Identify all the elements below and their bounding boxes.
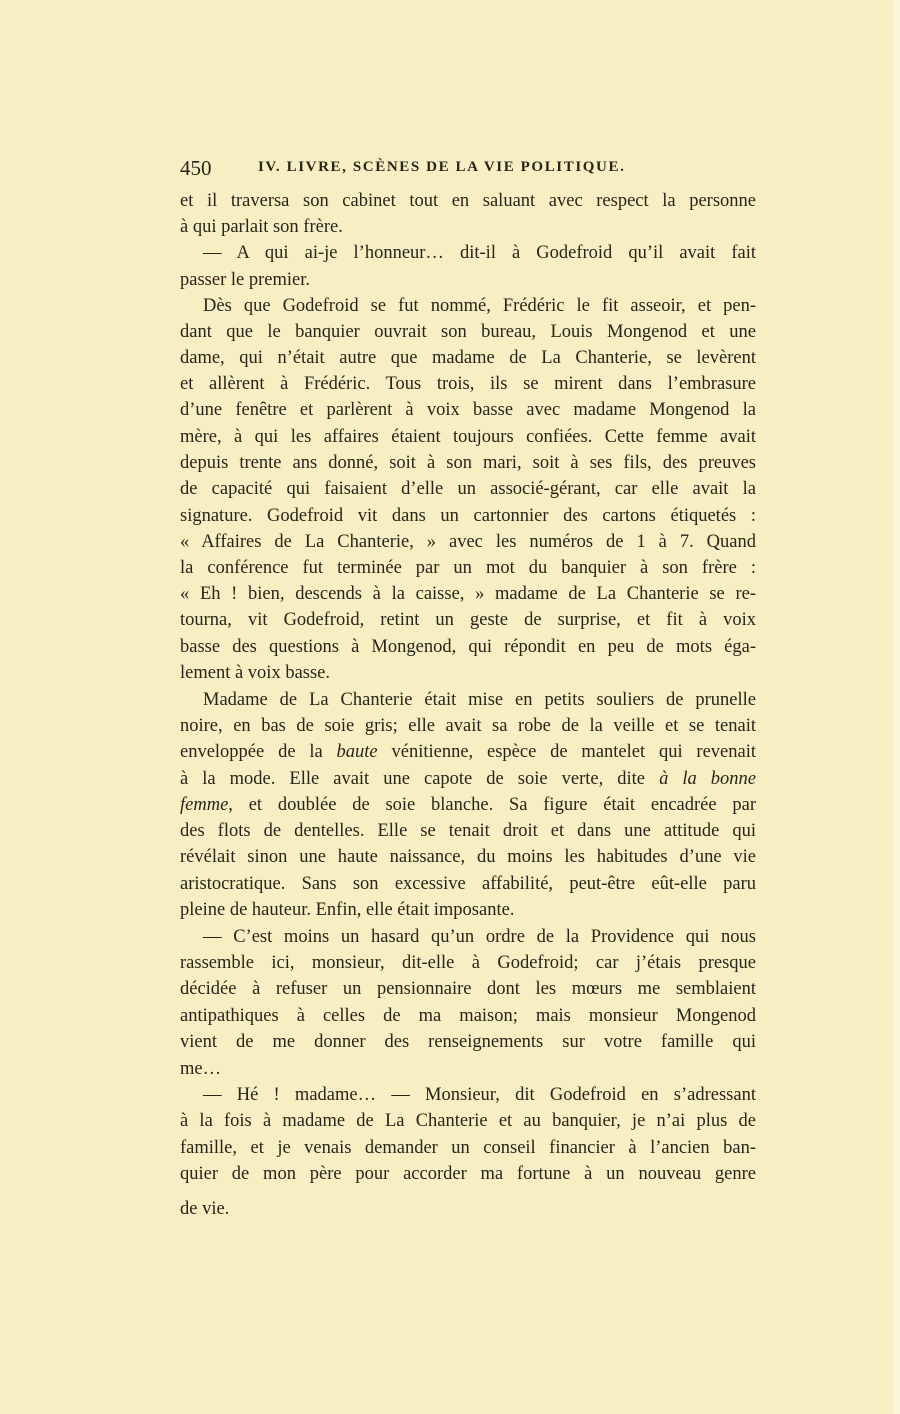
text-segment: pleine de hauteur. Enfin, elle était imposante.: [180, 900, 515, 920]
text-line: [180, 1003, 756, 1029]
text-line: [180, 450, 756, 476]
text-line: [180, 739, 756, 765]
text-segment: , et doublée de soie blanche. Sa figure était encadrée par: [228, 795, 756, 815]
text-line: [180, 214, 756, 240]
page-number: 450: [180, 156, 212, 180]
text-segment: enveloppée de la: [180, 742, 337, 762]
text-segment: rassemble ici, monsieur, dit-elle à Godefroid; car j’étais presque: [180, 953, 756, 973]
text-line: [203, 293, 756, 319]
text-line: [180, 1135, 756, 1161]
text-line: [180, 529, 756, 555]
text-line: [180, 976, 756, 1002]
text-line: [180, 267, 756, 293]
text-segment: à qui parlait son frère.: [180, 217, 343, 237]
text-segment: aristocratique. Sans son excessive affabilité, peut-être eût-elle paru: [180, 874, 756, 894]
text-line: [180, 1029, 756, 1055]
text-segment: passer le premier.: [180, 270, 310, 290]
text-segment: signature. Godefroid vit dans un cartonnier des cartons étiquetés :: [180, 506, 756, 526]
text-line: [180, 345, 756, 371]
text-line: [180, 950, 756, 976]
text-line: [180, 555, 756, 581]
text-line: [180, 319, 756, 345]
text-line: [180, 476, 756, 502]
text-line: [180, 1108, 756, 1134]
text-line: [203, 687, 756, 713]
text-segment: dant que le banquier ouvrait son bureau, Louis Mongenod et une: [180, 322, 756, 342]
italic-text: baute: [336, 742, 378, 762]
text-line: [180, 397, 756, 423]
text-segment: « Affaires de La Chanterie, » avec les numéros de 1 à 7. Quand: [180, 532, 756, 552]
italic-text: à la bonne: [659, 769, 756, 789]
text-line: [180, 818, 756, 844]
text-segment: tourna, vit Godefroid, retint un geste de surprise, et fit à voix: [180, 610, 756, 630]
running-header: [180, 156, 670, 182]
text-segment: quier de mon père pour accorder ma fortune à un nouveau genre: [180, 1164, 756, 1184]
text-segment: — A qui ai-je l’honneur… dit-il à Godefroid qu’il avait fait: [203, 243, 756, 263]
text-segment: des flots de dentelles. Elle se tenait droit et dans une attitude qui: [180, 821, 756, 841]
text-segment: révélait sinon une haute naissance, du moins les habitudes d’une vie: [180, 847, 756, 867]
text-line: [180, 581, 756, 607]
text-line: [180, 188, 756, 214]
text-segment: Madame de La Chanterie était mise en petits souliers de prunelle: [203, 690, 756, 710]
text-segment: dame, qui n’était autre que madame de La Chanterie, se levèrent: [180, 348, 756, 368]
text-segment: mère, à qui les affaires étaient toujours confiées. Cette femme avait: [180, 427, 756, 447]
text-segment: de capacité qui faisaient d’elle un associé-gérant, car elle avait la: [180, 479, 756, 499]
text-line: [180, 1196, 756, 1222]
text-segment: depuis trente ans donné, soit à son mari, soit à ses fils, des preuves: [180, 453, 756, 473]
text-line: [203, 924, 756, 950]
text-segment: vénitienne, espèce de mantelet qui revenait: [377, 742, 756, 762]
text-segment: à la fois à madame de La Chanterie et au banquier, je n’ai plus de: [180, 1111, 756, 1131]
text-line: [180, 1056, 756, 1082]
text-line: [180, 1161, 756, 1187]
text-line: [180, 660, 756, 686]
text-line: [180, 424, 756, 450]
text-line: [180, 713, 756, 739]
text-segment: vient de me donner des renseignements sur votre famille qui: [180, 1032, 756, 1052]
text-line: [180, 634, 756, 660]
text-line: [180, 371, 756, 397]
running-title: IV. LIVRE, SCÈNES DE LA VIE POLITIQUE.: [258, 159, 626, 175]
text-segment: lement à voix basse.: [180, 663, 331, 683]
text-line: [180, 871, 756, 897]
italic-text: femme: [180, 795, 229, 815]
text-segment: de vie.: [180, 1199, 230, 1219]
text-line: [180, 766, 756, 792]
text-line: [203, 240, 756, 266]
text-segment: famille, et je venais demander un conseil financier à l’ancien ban-: [180, 1138, 756, 1158]
text-line: [180, 607, 756, 633]
text-line: [180, 792, 756, 818]
text-segment: — C’est moins un hasard qu’un ordre de la Providence qui nous: [203, 927, 756, 947]
page-edge: [894, 0, 900, 1414]
text-segment: me…: [180, 1059, 222, 1079]
text-segment: « Eh ! bien, descends à la caisse, » madame de La Chanterie se re-: [180, 584, 756, 604]
text-line: [180, 503, 756, 529]
text-segment: — Hé ! madame… — Monsieur, dit Godefroid en s’adressant: [203, 1085, 756, 1105]
text-segment: d’une fenêtre et parlèrent à voix basse avec madame Mongenod la: [180, 400, 756, 420]
text-segment: à la mode. Elle avait une capote de soie verte, dite: [180, 769, 660, 789]
text-segment: et il traversa son cabinet tout en saluant avec respect la personne: [180, 191, 756, 211]
text-line: [180, 844, 756, 870]
text-segment: antipathiques à celles de ma maison; mais monsieur Mongenod: [180, 1006, 756, 1026]
text-segment: noire, en bas de soie gris; elle avait sa robe de la veille et se tenait: [180, 716, 756, 736]
text-segment: Dès que Godefroid se fut nommé, Frédéric le fit asseoir, et pen-: [203, 296, 756, 316]
text-line: [203, 1082, 756, 1108]
text-segment: décidée à refuser un pensionnaire dont les mœurs me semblaient: [180, 979, 756, 999]
text-segment: la conférence fut terminée par un mot du banquier à son frère :: [180, 558, 756, 578]
text-segment: basse des questions à Mongenod, qui répondit en peu de mots éga-: [180, 637, 756, 657]
text-line: [180, 897, 756, 923]
text-segment: et allèrent à Frédéric. Tous trois, ils se mirent dans l’embrasure: [180, 374, 756, 394]
